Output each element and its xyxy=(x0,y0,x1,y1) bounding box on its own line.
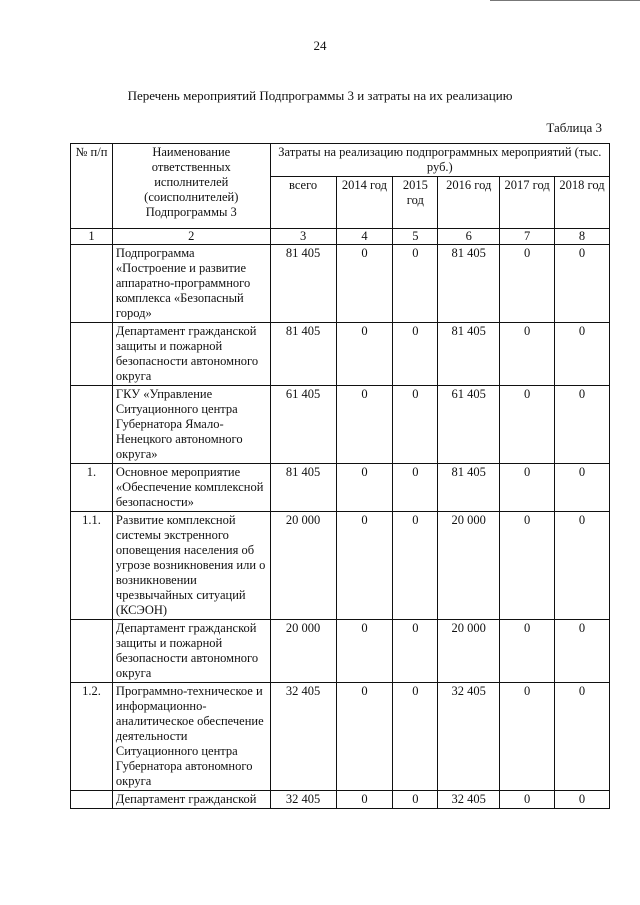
cell-2014: 0 xyxy=(336,683,393,791)
cell-total: 61 405 xyxy=(270,386,336,464)
header-costs: Затраты на реализацию подпрограммных мероприятий (тыс. руб.) xyxy=(270,144,609,177)
table-row xyxy=(71,512,610,620)
cell-2014: 0 xyxy=(336,791,393,809)
cell-total: 81 405 xyxy=(270,323,336,386)
header-2014: 2014 год xyxy=(336,177,393,229)
cell-2018: 0 xyxy=(555,512,610,620)
row-name: Развитие комплексной системы экстренного оповещения населения об угрозе возникновения или о возникновении чрезвычайных ситуаций (КСЭОН) xyxy=(112,512,270,620)
cell-2016: 32 405 xyxy=(438,791,500,809)
cell-2014: 0 xyxy=(336,464,393,512)
cell-2014: 0 xyxy=(336,512,393,620)
table-row xyxy=(71,683,610,791)
cell-2018: 0 xyxy=(555,386,610,464)
table-label: Таблица 3 xyxy=(546,120,602,135)
cell-2017: 0 xyxy=(500,386,555,464)
column-number: 5 xyxy=(393,229,438,245)
column-number: 3 xyxy=(270,229,336,245)
cell-total: 81 405 xyxy=(270,245,336,323)
table-row xyxy=(71,791,610,809)
cell-2017: 0 xyxy=(500,323,555,386)
cell-total: 20 000 xyxy=(270,512,336,620)
row-index: 1. xyxy=(71,464,113,512)
column-number: 2 xyxy=(112,229,270,245)
top-edge-rule xyxy=(490,0,640,1)
table-row xyxy=(71,464,610,512)
table-row xyxy=(71,386,610,464)
cell-total: 81 405 xyxy=(270,464,336,512)
cell-2016: 32 405 xyxy=(438,683,500,791)
cell-2016: 61 405 xyxy=(438,386,500,464)
cell-2017: 0 xyxy=(500,512,555,620)
header-total: всего xyxy=(270,177,336,229)
cell-2016: 20 000 xyxy=(438,620,500,683)
row-name: Департамент гражданской защиты и пожарной безопасности автономного округа xyxy=(112,323,270,386)
cell-2017: 0 xyxy=(500,464,555,512)
cell-2015: 0 xyxy=(393,683,438,791)
cell-2014: 0 xyxy=(336,323,393,386)
cell-2018: 0 xyxy=(555,791,610,809)
cell-2017: 0 xyxy=(500,791,555,809)
header-2016: 2016 год xyxy=(438,177,500,229)
table-row xyxy=(71,620,610,683)
row-index: 1.2. xyxy=(71,683,113,791)
row-name: Подпрограмма «Построение и развитие аппаратно-программного комплекса «Безопасный город» xyxy=(112,245,270,323)
cell-total: 20 000 xyxy=(270,620,336,683)
row-index xyxy=(71,620,113,683)
row-name: Департамент гражданской защиты и пожарной безопасности автономного округа xyxy=(112,620,270,683)
cell-2016: 81 405 xyxy=(438,245,500,323)
header-2015: 2015 год xyxy=(393,177,438,229)
page-number: 24 xyxy=(313,38,327,53)
column-number-row xyxy=(71,229,610,245)
header-num: № п/п xyxy=(71,144,113,229)
cell-2017: 0 xyxy=(500,620,555,683)
row-name: Основное мероприятие «Обеспечение комплексной безопасности» xyxy=(112,464,270,512)
row-index xyxy=(71,791,113,809)
cell-2015: 0 xyxy=(393,512,438,620)
cell-2014: 0 xyxy=(336,386,393,464)
cell-2016: 81 405 xyxy=(438,464,500,512)
cell-2015: 0 xyxy=(393,386,438,464)
cell-2014: 0 xyxy=(336,620,393,683)
row-index xyxy=(71,245,113,323)
cell-2018: 0 xyxy=(555,683,610,791)
cell-2016: 81 405 xyxy=(438,323,500,386)
row-name: Департамент гражданской xyxy=(112,791,270,809)
row-index xyxy=(71,386,113,464)
cell-total: 32 405 xyxy=(270,791,336,809)
cell-2016: 20 000 xyxy=(438,512,500,620)
cell-2015: 0 xyxy=(393,620,438,683)
cell-2015: 0 xyxy=(393,464,438,512)
row-index xyxy=(71,323,113,386)
cell-2015: 0 xyxy=(393,245,438,323)
table-row xyxy=(71,245,610,323)
cell-2015: 0 xyxy=(393,791,438,809)
header-name: Наименование ответственных исполнителей (соисполнителей) Подпрограммы 3 xyxy=(112,144,270,229)
column-number: 7 xyxy=(500,229,555,245)
document-title: Перечень мероприятий Подпрограммы 3 и затраты на их реализацию xyxy=(127,88,513,103)
costs-table xyxy=(70,143,610,809)
cell-2017: 0 xyxy=(500,245,555,323)
column-number: 4 xyxy=(336,229,393,245)
table-row xyxy=(71,323,610,386)
header-2018: 2018 год xyxy=(555,177,610,229)
cell-2017: 0 xyxy=(500,683,555,791)
cell-2018: 0 xyxy=(555,464,610,512)
header-2017: 2017 год xyxy=(500,177,555,229)
cell-2015: 0 xyxy=(393,323,438,386)
column-number: 6 xyxy=(438,229,500,245)
column-number: 8 xyxy=(555,229,610,245)
row-index: 1.1. xyxy=(71,512,113,620)
cell-2014: 0 xyxy=(336,245,393,323)
cell-2018: 0 xyxy=(555,323,610,386)
cell-total: 32 405 xyxy=(270,683,336,791)
cell-2018: 0 xyxy=(555,620,610,683)
column-number: 1 xyxy=(71,229,113,245)
row-name: ГКУ «Управление Ситуационного центра Губернатора Ямало-Ненецкого автономного округа» xyxy=(112,386,270,464)
row-name: Программно-техническое и информационно-аналитическое обеспечение деятельности Ситуационного центра Губернатора автономного округа xyxy=(112,683,270,791)
cell-2018: 0 xyxy=(555,245,610,323)
